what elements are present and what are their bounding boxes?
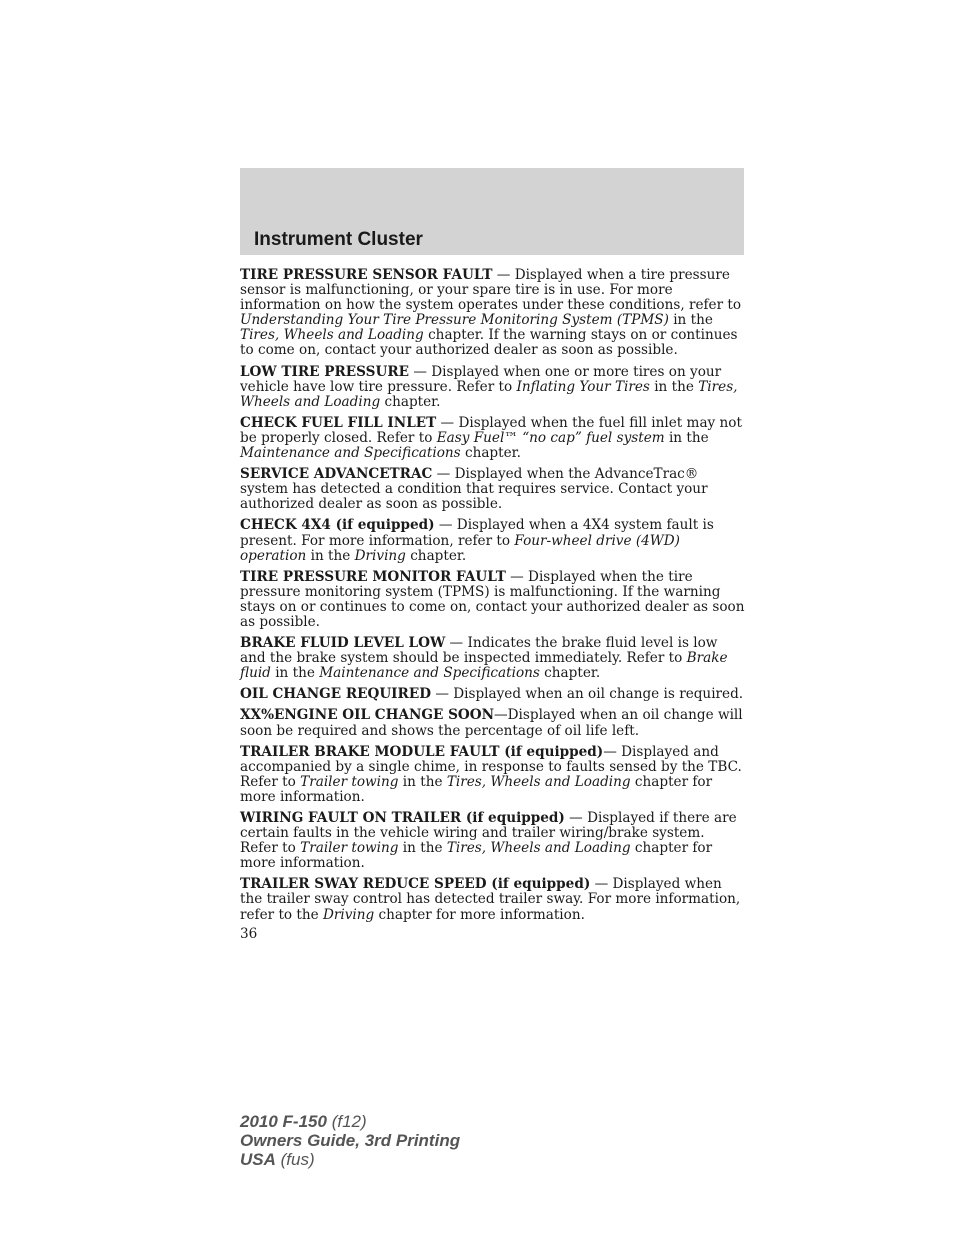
entry-brake-fluid-level-low: BRAKE FLUID LEVEL LOW — Indicates the brake fluid level is low and the brake system should be inspected immediately. Refer to Brake fluid in the Maintenance and Specifications chapter.: [240, 635, 728, 682]
chapter-reference: Four-wheel drive (4WD) operation: [240, 532, 680, 564]
entry-oil-change-required: OIL CHANGE REQUIRED — Displayed when an oil change is required.: [240, 686, 744, 703]
entry-tire-pressure-monitor-fault: TIRE PRESSURE MONITOR FAULT — Displayed when the tire pressure monitoring system (TPMS) is malfunctioning. If the warning stays on or continues to come on, contact your authorized dealer as soon as possible.: [240, 568, 745, 630]
entry-term: BRAKE FLUID LEVEL LOW: [240, 635, 446, 652]
chapter-reference: Maintenance and Specifications: [240, 445, 461, 462]
footer-market-line: USA (fus): [240, 1150, 315, 1169]
entry-term: TRAILER BRAKE MODULE FAULT (if equipped): [240, 743, 604, 760]
chapter-reference: Inflating Your Tires: [516, 378, 650, 395]
chapter-reference: Trailer towing: [300, 840, 399, 857]
entry-low-tire-pressure: LOW TIRE PRESSURE — Displayed when one or more tires on your vehicle have low tire pressure. Refer to Inflating Your Tires in the Tires, Wheels and Loading chapter.: [240, 363, 738, 410]
entry-check-fuel-fill-inlet: CHECK FUEL FILL INLET — Displayed when the fuel fill inlet may not be properly closed. Refer to Easy Fuel™ “no cap” fuel system in the Maintenance and Specifications chapter.: [240, 414, 742, 462]
entry-term: CHECK 4X4 (if equipped): [240, 517, 435, 534]
footer-model-line: 2010 F-150 (f12): [240, 1112, 367, 1131]
entry-tire-pressure-sensor-fault: TIRE PRESSURE SENSOR FAULT — Displayed when a tire pressure sensor is malfunctioning, or your spare tire is in use. For more information on how the system operates under these conditions, refer to Understanding Your Tire Pressure Monitoring System (TPMS) in the Tires, Wheels and Loading chapter. If the warning stays on or continues to come on, contact your authorized dealer as soon as possible.: [240, 267, 742, 359]
page-content: [240, 268, 746, 942]
footer-guide-line: Owners Guide, 3rd Printing: [240, 1131, 461, 1150]
entry-term: OIL CHANGE REQUIRED: [240, 686, 431, 703]
entry-term: TIRE PRESSURE SENSOR FAULT: [240, 267, 493, 283]
entry-trailer-sway-reduce-speed: TRAILER SWAY REDUCE SPEED (if equipped) — Displayed when the trailer sway control has detected trailer sway. For more information, refer to the Driving chapter for more information.: [240, 876, 741, 923]
entry-engine-oil-change-soon: XX%ENGINE OIL CHANGE SOON—Displayed when an oil change will soon be required and shows the percentage of oil life left.: [240, 707, 743, 739]
entry-service-advancetrac: SERVICE ADVANCETRAC — Displayed when the AdvanceTrac® system has detected a condition that requires service. Contact your authorized dealer as soon as possible.: [240, 466, 708, 513]
chapter-reference: Maintenance and Specifications: [319, 665, 540, 682]
chapter-reference: Tires, Wheels and Loading: [240, 378, 738, 410]
chapter-reference: Brake fluid: [240, 650, 728, 682]
chapter-reference: Driving: [354, 547, 406, 564]
entry-check-4x4: CHECK 4X4 (if equipped) — Displayed when a 4X4 system fault is present. For more information, refer to Four-wheel drive (4WD) operation in the Driving chapter.: [240, 517, 714, 564]
entry-term: WIRING FAULT ON TRAILER (if equipped): [240, 810, 565, 826]
page-number: 36: [240, 925, 258, 942]
entry-term: CHECK FUEL FILL INLET: [240, 414, 437, 431]
entry-term: LOW TIRE PRESSURE: [240, 363, 409, 380]
entry-term: SERVICE ADVANCETRAC: [240, 466, 433, 483]
chapter-reference: Understanding Your Tire Pressure Monitoring System (TPMS): [240, 312, 669, 329]
entry-term: XX%ENGINE OIL CHANGE SOON: [240, 707, 495, 724]
chapter-reference: Trailer towing: [300, 773, 399, 790]
chapter-reference: Tires, Wheels and Loading: [446, 840, 631, 857]
chapter-reference: Easy Fuel™ “no cap” fuel system: [436, 429, 665, 446]
chapter-reference: Tires, Wheels and Loading: [446, 773, 631, 790]
entry-wiring-fault-on-trailer: WIRING FAULT ON TRAILER (if equipped) — Displayed if there are certain faults in the vehicle wiring and trailer wiring/brake system. Refer to Trailer towing in the Tires, Wheels and Loading chapter for more information.: [240, 810, 737, 872]
entry-trailer-brake-module-fault: TRAILER BRAKE MODULE FAULT (if equipped)— Displayed and accompanied by a single chime, in response to faults sensed by the TBC. Refer to Trailer towing in the Tires, Wheels and Loading chapter for more information.: [240, 743, 742, 805]
chapter-reference: Driving: [323, 906, 375, 923]
entry-term: TRAILER SWAY REDUCE SPEED (if equipped): [240, 876, 591, 893]
document-footer: [240, 1112, 460, 1169]
section-header: [240, 168, 744, 255]
section-title: Instrument Cluster: [254, 229, 423, 250]
chapter-reference: Tires, Wheels and Loading: [240, 327, 424, 344]
entry-term: TIRE PRESSURE MONITOR FAULT: [240, 568, 506, 585]
